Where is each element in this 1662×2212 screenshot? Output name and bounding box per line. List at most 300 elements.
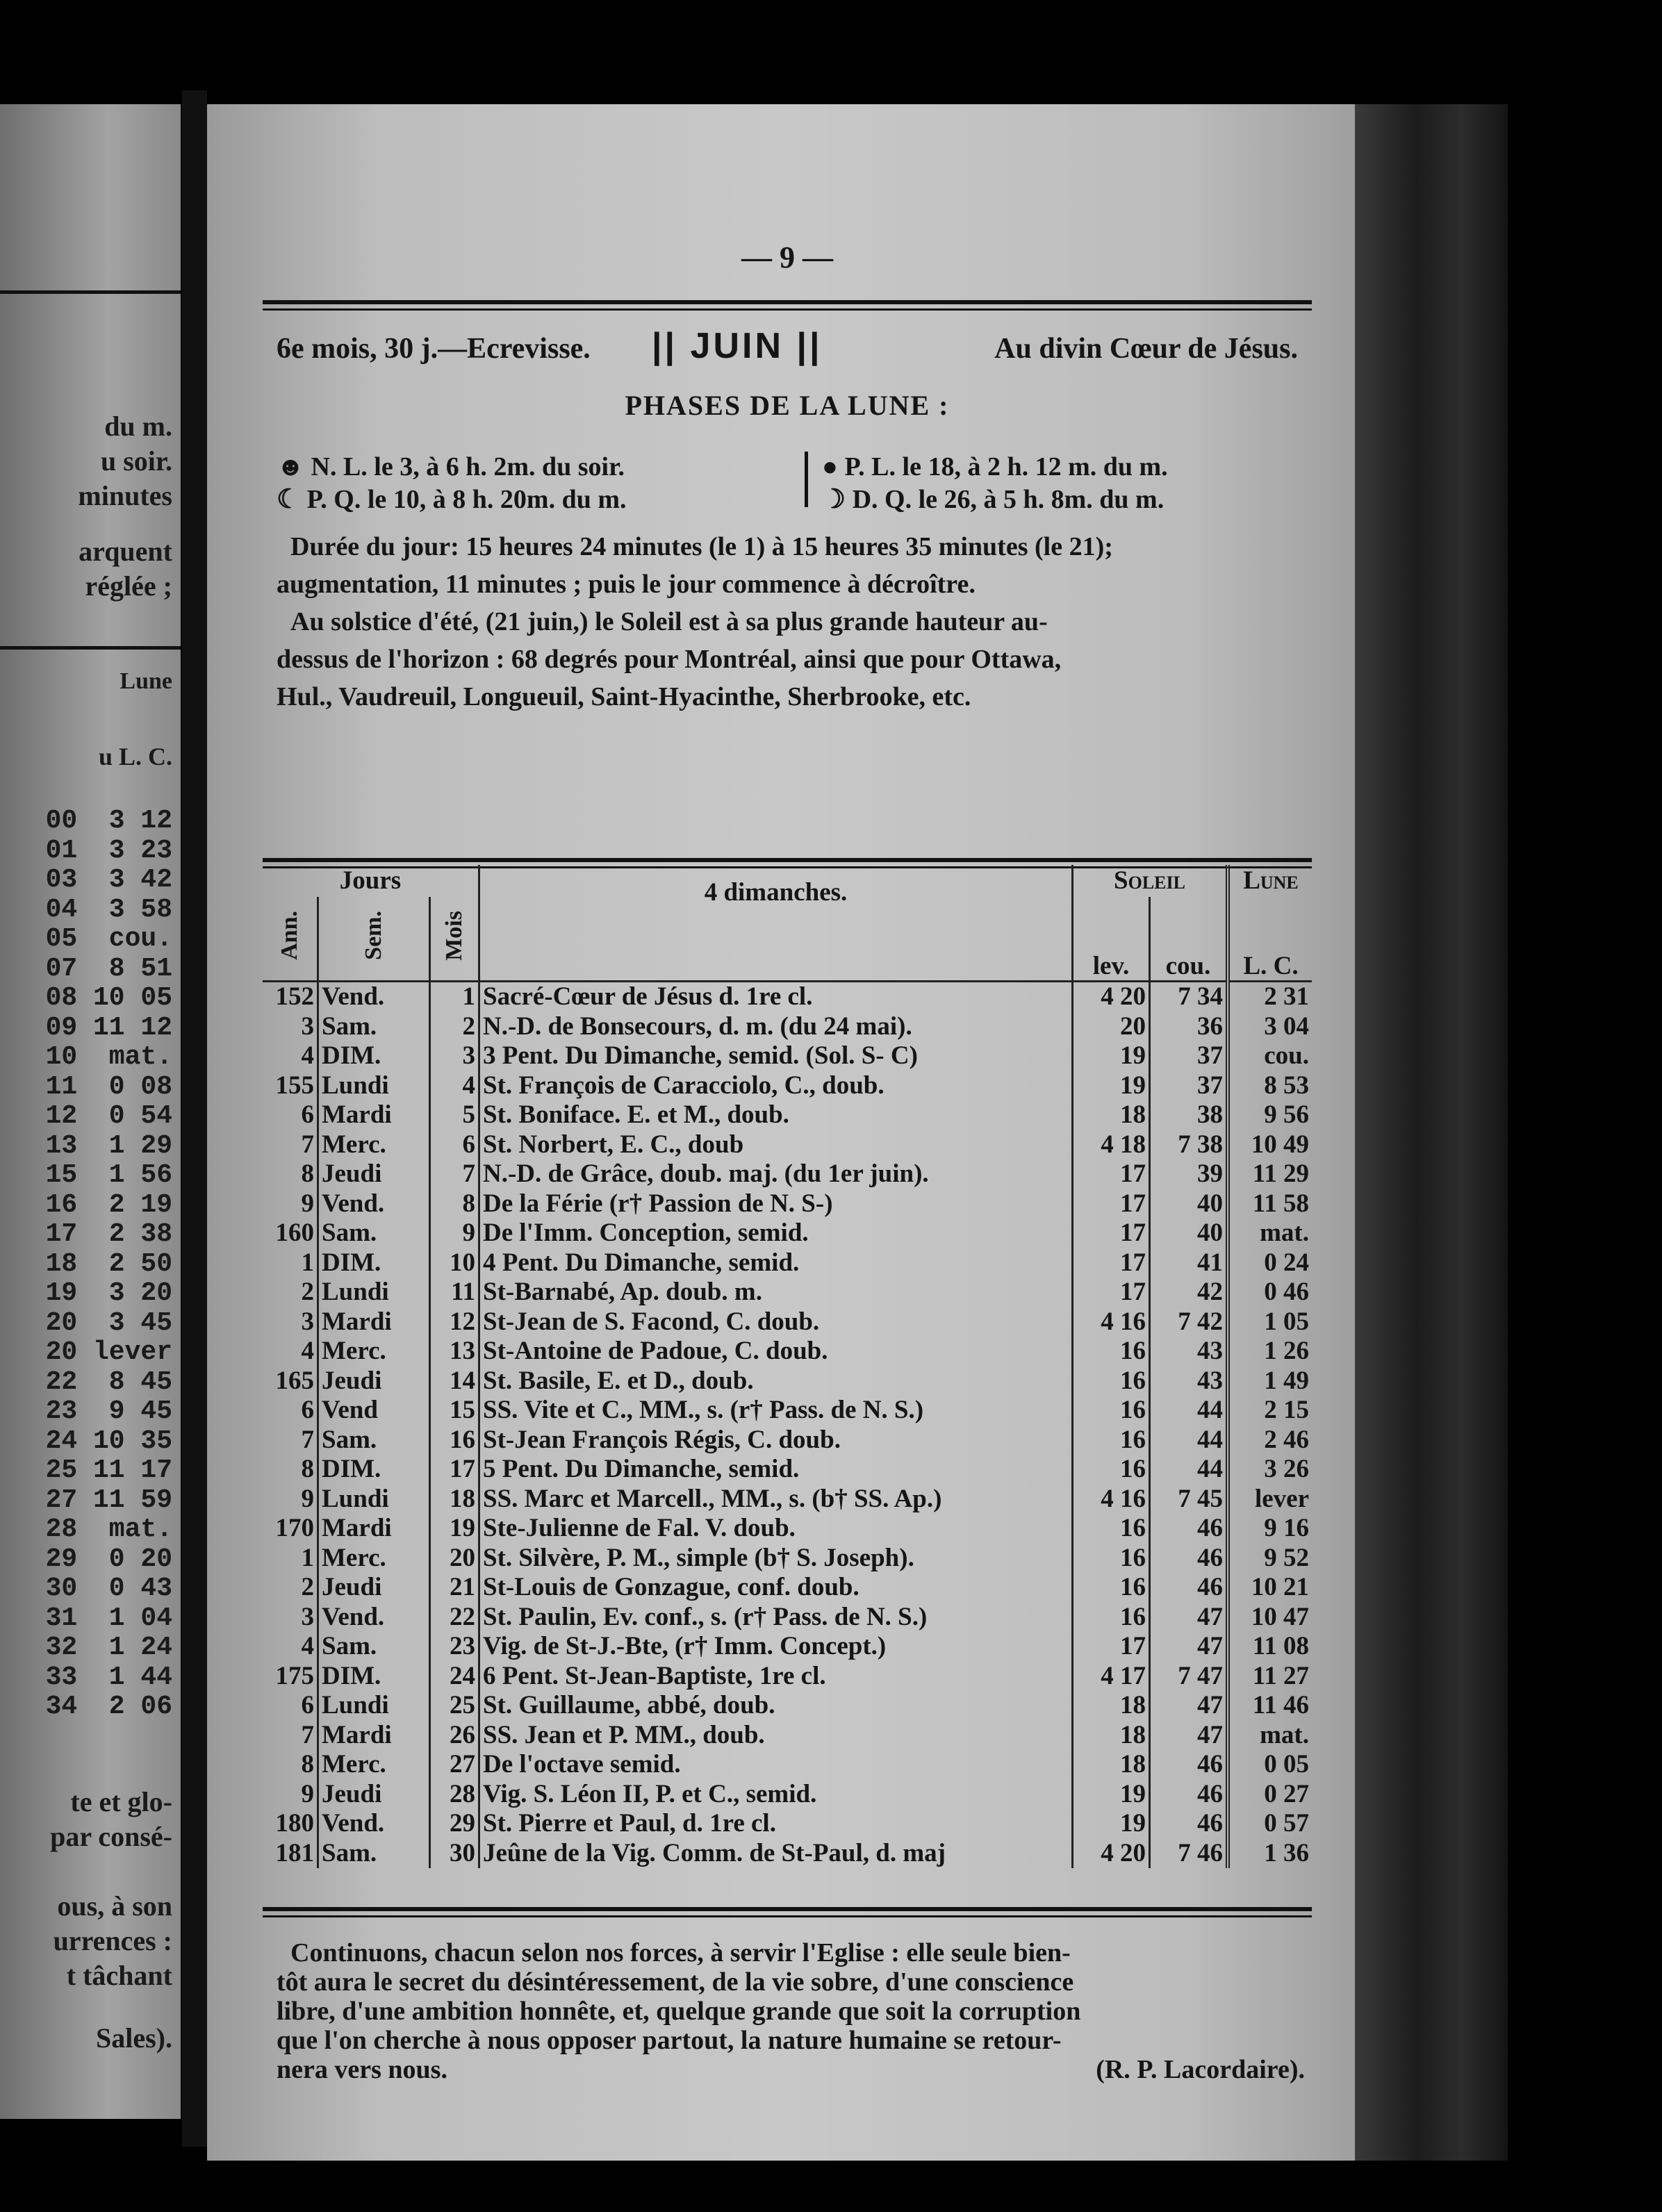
cell-ann: 9 <box>301 1189 314 1218</box>
cell-sem: Merc. <box>318 1337 430 1367</box>
cell-feast: De l'Imm. Conception, semid. <box>479 1219 1073 1248</box>
cell-cou: 47 <box>1150 1603 1228 1633</box>
left-fragment-line: t tâchant <box>66 1960 172 1991</box>
cell-feast: Sacré-Cœur de Jésus d. 1re cl. <box>479 982 1073 1012</box>
cell-sem: Vend. <box>318 1189 430 1219</box>
table-row <box>263 1159 1312 1189</box>
left-fragment-row: 09 11 12 <box>45 1012 172 1043</box>
header-sundays: 4 dimanches. <box>479 865 1073 982</box>
table-row <box>263 1632 1312 1662</box>
cell-mois: 25 <box>430 1691 479 1721</box>
cell-lev: 19 <box>1073 1071 1150 1101</box>
cell-cou: 47 <box>1150 1691 1228 1721</box>
cell-lev: 19 <box>1073 1809 1150 1839</box>
cell-cou: 41 <box>1150 1248 1228 1278</box>
cell-feast: De l'octave semid. <box>479 1750 1073 1780</box>
left-fragment-row: 00 3 12 <box>45 806 172 836</box>
cell-mois: 2 <box>430 1012 479 1042</box>
cell-lune: cou. <box>1228 1041 1312 1071</box>
left-fragment-row: 15 1 56 <box>45 1160 172 1190</box>
cell-lev: 17 <box>1073 1632 1150 1662</box>
cell-feast: St. Basile, E. et D., doub. <box>479 1367 1073 1396</box>
cell-lune: 3 26 <box>1228 1455 1312 1485</box>
table-row <box>263 1750 1312 1780</box>
cell-sem: Vend. <box>318 1809 430 1839</box>
cell-ann: 3 <box>301 1602 314 1631</box>
table-row <box>263 1839 1312 1869</box>
cell-sem: DIM. <box>318 1662 430 1692</box>
cell-mois: 26 <box>430 1721 479 1751</box>
cell-sem: DIM. <box>318 1455 430 1485</box>
cell-feast: Jeûne de la Vig. Comm. de St-Paul, d. maj <box>479 1839 1073 1869</box>
cell-feast: St. Silvère, P. M., simple (b† S. Joseph). <box>479 1544 1073 1574</box>
left-fragment-row: 22 8 45 <box>45 1367 172 1397</box>
intro-line: dessus de l'horizon : 68 degrés pour Montréal, ainsi que pour Ottawa, <box>277 645 1062 674</box>
cell-sem: Mardi <box>318 1514 430 1544</box>
table-row <box>263 1189 1312 1219</box>
header-lc: L. C. <box>1228 897 1312 982</box>
cell-lune: 3 04 <box>1228 1012 1312 1042</box>
month-info: 6e mois, 30 j.—Ecrevisse. <box>277 333 591 365</box>
table-row <box>263 1780 1312 1810</box>
cell-ann: 1 <box>301 1543 314 1572</box>
cell-lune: 0 46 <box>1228 1278 1312 1307</box>
cell-lune: 1 36 <box>1228 1839 1312 1869</box>
cell-lev: 17 <box>1073 1248 1150 1278</box>
cell-lune: 11 46 <box>1228 1691 1312 1721</box>
left-fragment-row: 01 3 23 <box>45 835 172 866</box>
cell-lune: 11 27 <box>1228 1662 1312 1692</box>
cell-cou: 39 <box>1150 1159 1228 1189</box>
cell-ann: 160 <box>275 1219 314 1248</box>
cell-lev: 20 <box>1073 1012 1150 1042</box>
cell-lev: 16 <box>1073 1367 1150 1396</box>
table-row <box>263 1721 1312 1751</box>
cell-sem: Vend. <box>318 1603 430 1633</box>
left-fragment-row: 32 1 24 <box>45 1633 172 1662</box>
cell-lev: 16 <box>1073 1573 1150 1603</box>
intro-line: Hul., Vaudreuil, Longueuil, Saint-Hyacinthe, Sherbrooke, etc. <box>277 682 971 711</box>
phase-last-quarter-text: D. Q. le 26, à 5 h. 8m. du m. <box>852 485 1165 514</box>
cell-feast: De la Férie (r† Passion de N. S-) <box>479 1189 1073 1219</box>
cell-mois: 27 <box>430 1750 479 1780</box>
left-fragment-row: 05 cou. <box>45 924 172 954</box>
table-row <box>263 1248 1312 1278</box>
intro-line: Durée du jour: 15 heures 24 minutes (le 1) à 15 heures 35 minutes (le 21); <box>290 532 1113 561</box>
left-fragment-row: 24 10 35 <box>45 1426 172 1456</box>
cell-lev: 17 <box>1073 1189 1150 1219</box>
phase-first-quarter <box>277 484 627 515</box>
left-fragment-row: 16 2 19 <box>45 1189 172 1220</box>
cell-lune: 0 27 <box>1228 1780 1312 1810</box>
cell-lune: 0 05 <box>1228 1750 1312 1780</box>
intro-line: Au solstice d'été, (21 juin,) le Soleil est à sa plus grande hauteur au- <box>290 607 1048 636</box>
cell-lev: 18 <box>1073 1691 1150 1721</box>
table-row <box>263 1219 1312 1248</box>
cell-feast: Vig. S. Léon II, P. et C., semid. <box>479 1780 1073 1810</box>
cell-sem: Jeudi <box>318 1159 430 1189</box>
cell-mois: 22 <box>430 1603 479 1633</box>
book-spine <box>1355 104 1508 2161</box>
table-row <box>263 1455 1312 1485</box>
cell-ann: 9 <box>301 1779 314 1808</box>
new-moon-icon: ☻ <box>277 452 304 481</box>
header-lune: Lune <box>1228 865 1312 897</box>
cell-ann: 1 <box>301 1248 314 1277</box>
left-fragment-line: ous, à son <box>57 1890 172 1922</box>
cell-feast: 4 Pent. Du Dimanche, semid. <box>479 1248 1073 1278</box>
cell-cou: 44 <box>1150 1426 1228 1455</box>
cell-sem: Lundi <box>318 1071 430 1101</box>
table-row <box>263 1278 1312 1307</box>
cell-ann: 3 <box>301 1307 314 1336</box>
cell-lune: 1 49 <box>1228 1367 1312 1396</box>
moon-phases-title: PHASES DE LA LUNE : <box>625 390 950 421</box>
cell-lev: 19 <box>1073 1041 1150 1071</box>
phase-divider <box>805 452 808 507</box>
cell-feast: N.-D. de Grâce, doub. maj. (du 1er juin). <box>479 1159 1073 1189</box>
cell-lune: 1 05 <box>1228 1307 1312 1337</box>
left-fragment-line: réglée ; <box>85 570 172 602</box>
table-row <box>263 1485 1312 1514</box>
cell-cou: 44 <box>1150 1455 1228 1485</box>
cell-mois: 10 <box>430 1248 479 1278</box>
cell-lune: mat. <box>1228 1721 1312 1751</box>
left-page-fragment <box>0 104 181 2119</box>
left-fragment-row: 08 10 05 <box>45 983 172 1013</box>
cell-mois: 11 <box>430 1278 479 1307</box>
cell-lev: 16 <box>1073 1455 1150 1485</box>
left-fragment-header: Lune <box>120 668 172 694</box>
cell-feast: N.-D. de Bonsecours, d. m. (du 24 mai). <box>479 1012 1073 1042</box>
table-row <box>263 1130 1312 1160</box>
cell-cou: 43 <box>1150 1367 1228 1396</box>
cell-lev: 16 <box>1073 1426 1150 1455</box>
cell-ann: 6 <box>301 1100 314 1130</box>
cell-ann: 175 <box>275 1661 314 1690</box>
left-fragment-line: par consé- <box>50 1821 172 1852</box>
cell-lev: 4 16 <box>1073 1307 1150 1337</box>
left-fragment-row: 31 1 04 <box>45 1603 172 1633</box>
cell-ann: 152 <box>275 982 314 1012</box>
cell-lev: 4 18 <box>1073 1130 1150 1160</box>
cell-feast: St-Jean de S. Facond, C. doub. <box>479 1307 1073 1337</box>
cell-cou: 7 34 <box>1150 982 1228 1012</box>
cell-ann: 7 <box>301 1130 314 1159</box>
cell-mois: 17 <box>430 1455 479 1485</box>
cell-lune: 0 24 <box>1228 1248 1312 1278</box>
cell-mois: 24 <box>430 1662 479 1692</box>
table-row <box>263 1809 1312 1839</box>
month-dedication: Au divin Cœur de Jésus. <box>994 333 1298 365</box>
cell-lev: 17 <box>1073 1278 1150 1307</box>
cell-sem: Jeudi <box>318 1780 430 1810</box>
cell-lune: 2 46 <box>1228 1426 1312 1455</box>
cell-cou: 40 <box>1150 1219 1228 1248</box>
cell-sem: Sam. <box>318 1012 430 1042</box>
cell-cou: 36 <box>1150 1012 1228 1042</box>
book-gutter <box>182 90 207 2147</box>
header-lev: lev. <box>1073 897 1150 982</box>
cell-lune: 2 31 <box>1228 982 1312 1012</box>
cell-sem: Lundi <box>318 1278 430 1307</box>
cell-mois: 1 <box>430 982 479 1012</box>
table-row <box>263 1396 1312 1426</box>
phase-first-quarter-text: P. Q. le 10, à 8 h. 20m. du m. <box>306 485 627 514</box>
cell-mois: 19 <box>430 1514 479 1544</box>
cell-cou: 46 <box>1150 1809 1228 1839</box>
cell-lune: mat. <box>1228 1219 1312 1248</box>
cell-cou: 44 <box>1150 1396 1228 1426</box>
cell-lev: 16 <box>1073 1603 1150 1633</box>
table-row <box>263 1100 1312 1130</box>
header-cou: cou. <box>1150 897 1228 982</box>
cell-mois: 7 <box>430 1159 479 1189</box>
cell-ann: 8 <box>301 1455 314 1484</box>
cell-mois: 13 <box>430 1337 479 1367</box>
table-row <box>263 982 1312 1012</box>
cell-cou: 47 <box>1150 1721 1228 1751</box>
cell-lune: 11 58 <box>1228 1189 1312 1219</box>
full-moon-icon: ● <box>822 452 838 481</box>
cell-lev: 18 <box>1073 1750 1150 1780</box>
cell-feast: SS. Jean et P. MM., doub. <box>479 1721 1073 1751</box>
cell-lune: 8 53 <box>1228 1071 1312 1101</box>
cell-ann: 6 <box>301 1691 314 1720</box>
table-row <box>263 1426 1312 1455</box>
intro-paragraph <box>277 528 1319 716</box>
header-sem <box>318 897 430 982</box>
table-row <box>263 1662 1312 1692</box>
cell-sem: Lundi <box>318 1485 430 1514</box>
cell-ann: 7 <box>301 1720 314 1749</box>
cell-ann: 4 <box>301 1041 314 1071</box>
cell-lune: 10 49 <box>1228 1130 1312 1160</box>
cell-cou: 46 <box>1150 1780 1228 1810</box>
table-row <box>263 1337 1312 1367</box>
quote-line: que l'on cherche à nous opposer partout, la nature humaine se retour- <box>277 2026 1062 2055</box>
cell-lune: 0 57 <box>1228 1809 1312 1839</box>
quote-line: nera vers nous. <box>277 2055 447 2084</box>
cell-ann: 181 <box>275 1838 314 1867</box>
cell-sem: Merc. <box>318 1544 430 1574</box>
header-jours: Jours <box>339 866 402 895</box>
cell-cou: 7 38 <box>1150 1130 1228 1160</box>
cell-ann: 4 <box>301 1337 314 1366</box>
left-fragment-row: 29 0 20 <box>45 1544 172 1574</box>
cell-feast: St. Boniface. E. et M., doub. <box>479 1100 1073 1130</box>
table-row <box>263 1603 1312 1633</box>
cell-mois: 14 <box>430 1367 479 1396</box>
cell-lev: 18 <box>1073 1721 1150 1751</box>
cell-mois: 28 <box>430 1780 479 1810</box>
left-fragment-line: arquent <box>79 536 172 567</box>
cell-mois: 6 <box>430 1130 479 1160</box>
left-fragment-row: 07 8 51 <box>45 953 172 984</box>
left-fragment-line: te et glo- <box>70 1786 172 1817</box>
cell-lune: 11 08 <box>1228 1632 1312 1662</box>
cell-sem: Mardi <box>318 1307 430 1337</box>
cell-mois: 9 <box>430 1219 479 1248</box>
table-row <box>263 1041 1312 1071</box>
quote-attribution: (R. P. Lacordaire). <box>1096 2055 1305 2084</box>
cell-feast: 3 Pent. Du Dimanche, semid. (Sol. S- C) <box>479 1041 1073 1071</box>
cell-cou: 46 <box>1150 1544 1228 1574</box>
intro-line: augmentation, 11 minutes ; puis le jour commence à décroître. <box>277 570 976 599</box>
left-fragment-row: 28 mat. <box>45 1514 172 1544</box>
left-fragment-line: du m. <box>104 411 172 442</box>
cell-cou: 42 <box>1150 1278 1228 1307</box>
quote-line: tôt aura le secret du désintéressement, de la vie sobre, d'une conscience <box>277 1967 1074 1997</box>
cell-feast: 6 Pent. St-Jean-Baptiste, 1re cl. <box>479 1662 1073 1692</box>
cell-feast: St-Jean François Régis, C. doub. <box>479 1426 1073 1455</box>
cell-feast: St-Antoine de Padoue, C. doub. <box>479 1337 1073 1367</box>
cell-mois: 21 <box>430 1573 479 1603</box>
header-ann <box>263 897 318 982</box>
cell-ann: 155 <box>275 1071 314 1100</box>
header-soleil: Soleil <box>1073 865 1228 897</box>
table-row <box>263 1514 1312 1544</box>
cell-mois: 5 <box>430 1100 479 1130</box>
left-fragment-row: 13 1 29 <box>45 1130 172 1161</box>
left-page-rule <box>0 646 181 650</box>
cell-cou: 46 <box>1150 1573 1228 1603</box>
cell-mois: 3 <box>430 1041 479 1071</box>
cell-mois: 30 <box>430 1839 479 1869</box>
cell-feast: 5 Pent. Du Dimanche, semid. <box>479 1455 1073 1485</box>
table-row <box>263 1071 1312 1101</box>
left-fragment-row: 04 3 58 <box>45 894 172 925</box>
cell-lev: 16 <box>1073 1544 1150 1574</box>
left-fragment-row: 11 0 08 <box>45 1071 172 1102</box>
cell-cou: 37 <box>1150 1041 1228 1071</box>
cell-cou: 37 <box>1150 1071 1228 1101</box>
cell-mois: 20 <box>430 1544 479 1574</box>
cell-ann: 9 <box>301 1484 314 1513</box>
cell-mois: 8 <box>430 1189 479 1219</box>
quote-line: Continuons, chacun selon nos forces, à servir l'Eglise : elle seule bien- <box>290 1938 1071 1967</box>
table-row <box>263 1367 1312 1396</box>
left-fragment-line: u soir. <box>100 445 172 477</box>
cell-sem: Mardi <box>318 1721 430 1751</box>
cell-feast: St. Norbert, E. C., doub <box>479 1130 1073 1160</box>
left-fragment-row: 12 0 54 <box>45 1101 172 1131</box>
header-rule <box>263 300 1312 311</box>
cell-feast: St. Paulin, Ev. conf., s. (r† Pass. de N. S.) <box>479 1603 1073 1633</box>
cell-ann: 6 <box>301 1396 314 1425</box>
cell-cou: 7 47 <box>1150 1662 1228 1692</box>
cell-feast: St-Louis de Gonzague, conf. doub. <box>479 1573 1073 1603</box>
left-fragment-row: 33 1 44 <box>45 1662 172 1692</box>
table-row <box>263 1573 1312 1603</box>
cell-lev: 4 17 <box>1073 1662 1150 1692</box>
cell-ann: 4 <box>301 1632 314 1661</box>
cell-cou: 46 <box>1150 1514 1228 1544</box>
cell-lev: 4 20 <box>1073 982 1150 1012</box>
cell-lev: 17 <box>1073 1219 1150 1248</box>
left-fragment-line: Sales). <box>96 2022 172 2054</box>
cell-sem: Jeudi <box>318 1367 430 1396</box>
cell-mois: 23 <box>430 1632 479 1662</box>
cell-feast: Ste-Julienne de Fal. V. doub. <box>479 1514 1073 1544</box>
cell-sem: Merc. <box>318 1750 430 1780</box>
cell-lune: 2 15 <box>1228 1396 1312 1426</box>
left-fragment-row: 03 3 42 <box>45 865 172 895</box>
table-row <box>263 1691 1312 1721</box>
left-fragment-row: 23 9 45 <box>45 1396 172 1426</box>
cell-sem: Jeudi <box>318 1573 430 1603</box>
cell-ann: 8 <box>301 1159 314 1189</box>
cell-lev: 17 <box>1073 1159 1150 1189</box>
left-fragment-row: 10 mat. <box>45 1042 172 1072</box>
cell-lev: 4 16 <box>1073 1485 1150 1514</box>
cell-ann: 2 <box>301 1573 314 1602</box>
left-fragment-row: 20 3 45 <box>45 1307 172 1338</box>
header-sem-label: Sem. <box>361 911 386 960</box>
cell-cou: 7 42 <box>1150 1307 1228 1337</box>
cell-sem: Merc. <box>318 1130 430 1160</box>
cell-feast: SS. Vite et C., MM., s. (r† Pass. de N. S.) <box>479 1396 1073 1426</box>
left-fragment-header: u L. C. <box>98 743 172 770</box>
left-fragment-row: 18 2 50 <box>45 1248 172 1279</box>
phase-new-moon-text: N. L. le 3, à 6 h. 2m. du soir. <box>311 452 625 481</box>
cell-sem: DIM. <box>318 1248 430 1278</box>
header-mois-label: Mois <box>441 910 467 961</box>
calendar-table <box>263 865 1312 1868</box>
cell-mois: 4 <box>430 1071 479 1101</box>
table-bottom-rule <box>263 1907 1312 1917</box>
cell-ann: 7 <box>301 1425 314 1454</box>
left-page-rule <box>0 290 181 294</box>
left-fragment-row: 30 0 43 <box>45 1574 172 1603</box>
quote-line: libre, d'une ambition honnête, et, quelque grande que soit la corruption <box>277 1997 1081 2026</box>
cell-cou: 47 <box>1150 1632 1228 1662</box>
left-fragment-line: minutes <box>78 480 172 511</box>
cell-cou: 7 45 <box>1150 1485 1228 1514</box>
table-row <box>263 1544 1312 1574</box>
cell-mois: 16 <box>430 1426 479 1455</box>
left-fragment-row: 25 11 17 <box>45 1455 172 1485</box>
cell-lune: 11 29 <box>1228 1159 1312 1189</box>
cell-lune: 10 47 <box>1228 1603 1312 1633</box>
cell-lev: 4 20 <box>1073 1839 1150 1869</box>
cell-lune: 9 52 <box>1228 1544 1312 1574</box>
cell-mois: 18 <box>430 1485 479 1514</box>
cell-mois: 12 <box>430 1307 479 1337</box>
cell-lev: 16 <box>1073 1337 1150 1367</box>
cell-ann: 165 <box>275 1366 314 1395</box>
header-mois <box>430 897 479 982</box>
cell-sem: Sam. <box>318 1426 430 1455</box>
cell-cou: 38 <box>1150 1100 1228 1130</box>
cell-feast: St. François de Caracciolo, C., doub. <box>479 1071 1073 1101</box>
cell-lev: 19 <box>1073 1780 1150 1810</box>
almanac-page <box>207 104 1355 2161</box>
cell-ann: 8 <box>301 1750 314 1779</box>
left-fragment-row: 34 2 06 <box>45 1692 172 1722</box>
first-quarter-moon-icon: ☾ <box>277 485 301 514</box>
month-title: || JUIN || <box>652 326 823 366</box>
cell-feast: SS. Marc et Marcell., MM., s. (b† SS. Ap.) <box>479 1485 1073 1514</box>
cell-lune: 10 21 <box>1228 1573 1312 1603</box>
cell-ann: 170 <box>275 1514 314 1543</box>
cell-sem: Vend. <box>318 982 430 1012</box>
left-fragment-row: 19 3 20 <box>45 1278 172 1308</box>
cell-ann: 180 <box>275 1809 314 1838</box>
cell-mois: 15 <box>430 1396 479 1426</box>
cell-lev: 18 <box>1073 1100 1150 1130</box>
cell-feast: St-Barnabé, Ap. doub. m. <box>479 1278 1073 1307</box>
